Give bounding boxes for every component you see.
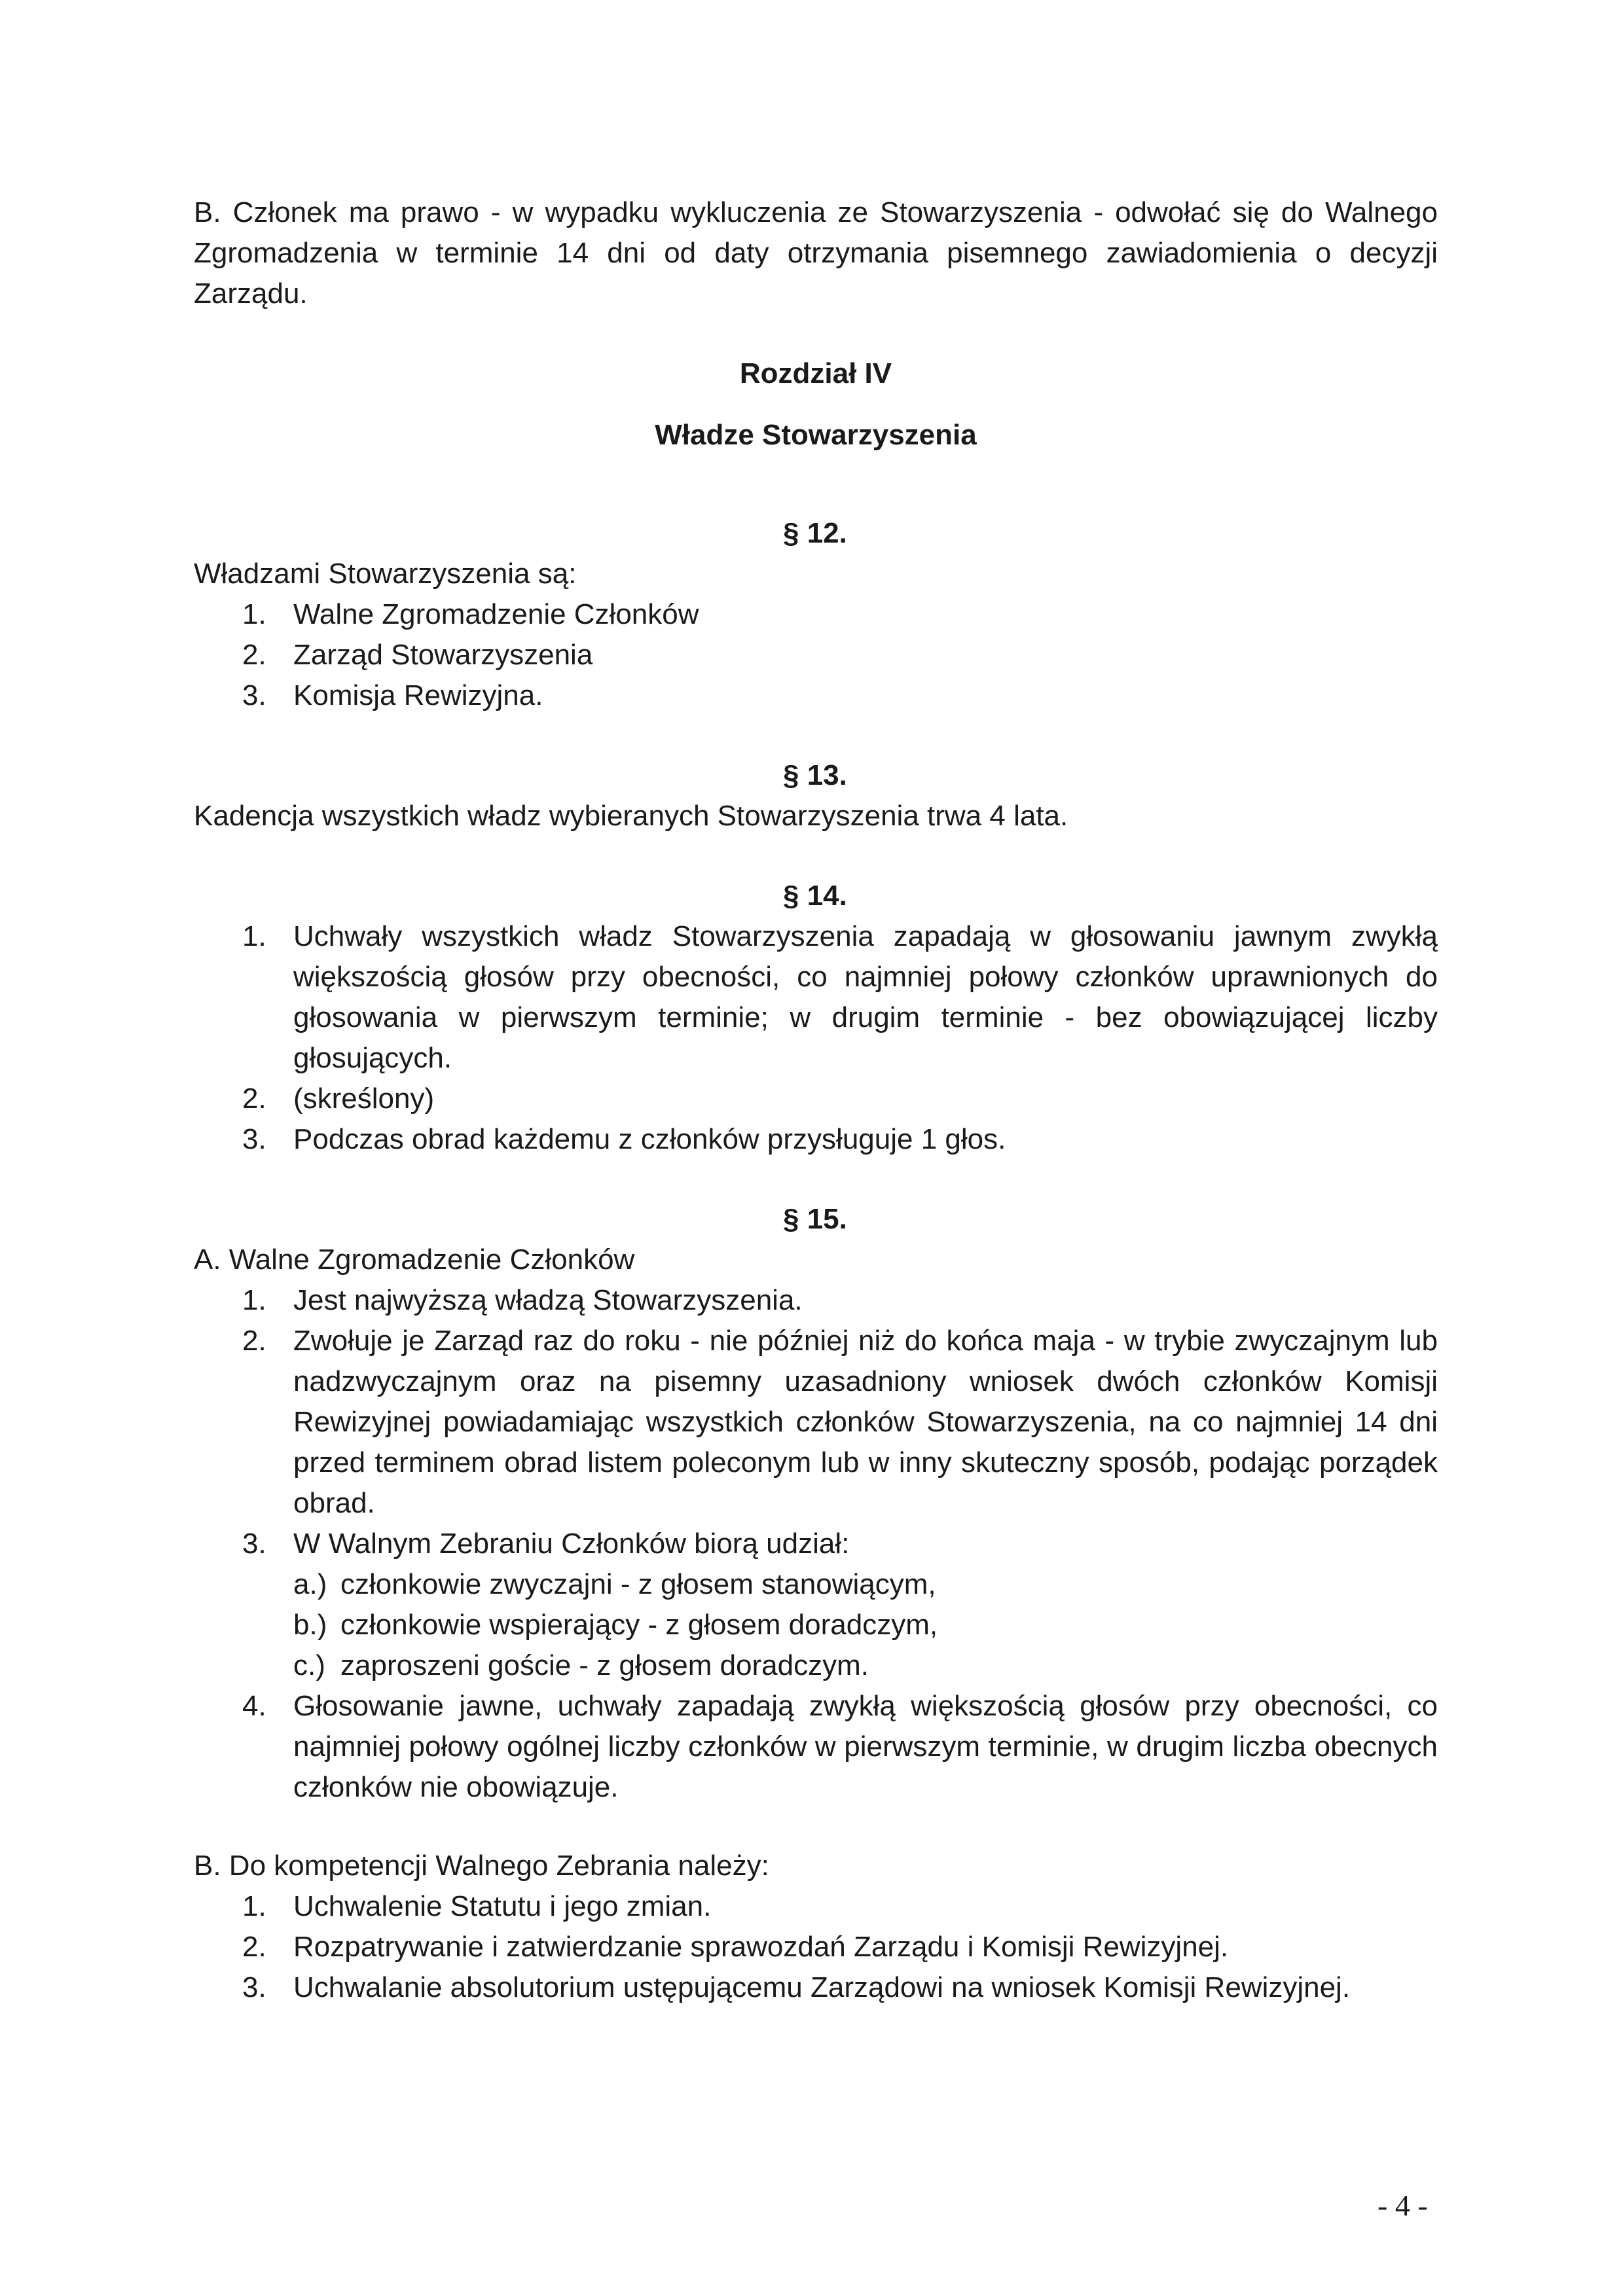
sub-list-item-letter: c.) <box>293 1649 325 1681</box>
chapter-number: Rozdział IV <box>739 357 892 389</box>
list-item-number: 2. <box>242 1325 266 1357</box>
sub-list-item-text: zaproszeni goście - z głosem doradczym. <box>340 1649 869 1681</box>
list-item-text: Zwołuje je Zarząd raz do roku - nie później niż do końca maja - w trybie zwyczajnym lub nadzwyczajnym oraz na pisemny uzasadniony wniosek dwóch członków Komisji Rewizyjnej powiadamiając wszystkich członków Stowarzyszenia, na co najmniej 14 dni przed terminem obrad listem poleconym lub w inny skuteczny sposób, podając porządek obrad. <box>293 1325 1438 1519</box>
section-12-heading: § 12. <box>783 517 847 549</box>
sub-list-item-text: członkowie wspierający - z głosem doradczym, <box>340 1609 938 1641</box>
list-item-text: Uchwalenie Statutu i jego zmian. <box>293 1890 712 1922</box>
sub-list-item-text: członkowie zwyczajni - z głosem stanowiącym, <box>340 1568 936 1600</box>
section-15-heading: § 15. <box>783 1203 847 1235</box>
list-item-text: Komisja Rewizyjna. <box>293 679 543 711</box>
section-13-text: Kadencja wszystkich władz wybieranych Stowarzyszenia trwa 4 lata. <box>194 800 1068 832</box>
section-14-heading: § 14. <box>783 880 847 912</box>
list-item-number: 3. <box>242 1971 266 2003</box>
list-item-number: 1. <box>242 598 266 630</box>
list-item-number: 2. <box>242 1083 266 1115</box>
list-item-text: W Walnym Zebraniu Członków biorą udział: <box>293 1528 850 1560</box>
sub-list-item-letter: a.) <box>293 1568 327 1600</box>
list-item-text: Jest najwyższą władzą Stowarzyszenia. <box>293 1284 803 1316</box>
list-item-text: Głosowanie jawne, uchwały zapadają zwykłą większością głosów przy obecności, co najmniej połowy ogólnej liczby członków w pierwszym terminie, w drugim liczba obecnych członków nie obowiązuje. <box>293 1690 1438 1803</box>
section-15-a-title: A. Walne Zgromadzenie Członków <box>194 1244 635 1276</box>
list-item-number: 3. <box>242 1528 266 1560</box>
list-item-text: Walne Zgromadzenie Członków <box>293 598 699 630</box>
list-item-number: 1. <box>242 920 266 952</box>
page-number: - 4 - <box>1377 2189 1428 2222</box>
intro-paragraph: B. Członek ma prawo - w wypadku wykluczenia ze Stowarzyszenia - odwołać się do Walnego Zgromadzenia w terminie 14 dni od daty otrzymania pisemnego zawiadomienia o decyzji Zarządu. <box>194 196 1438 310</box>
list-item-text: Uchwały wszystkich władz Stowarzyszenia zapadają w głosowaniu jawnym zwykłą większością głosów przy obecności, co najmniej połowy członków uprawnionych do głosowania w pierwszym terminie; w drugim terminie - bez obowiązującej liczby głosujących. <box>293 920 1438 1074</box>
section-12-lead: Władzami Stowarzyszenia są: <box>194 558 577 590</box>
list-item-number: 2. <box>242 1931 266 1963</box>
list-item-text: Podczas obrad każdemu z członków przysługuje 1 głos. <box>293 1123 1006 1155</box>
list-item-number: 1. <box>242 1284 266 1316</box>
list-item-number: 3. <box>242 679 266 711</box>
list-item-number: 4. <box>242 1690 266 1722</box>
sub-list-item-letter: b.) <box>293 1609 327 1641</box>
list-item-text: (skreślony) <box>293 1083 435 1115</box>
section-13-heading: § 13. <box>783 759 847 791</box>
list-item-number: 3. <box>242 1123 266 1155</box>
list-item-text: Zarząd Stowarzyszenia <box>293 639 593 671</box>
chapter-title: Władze Stowarzyszenia <box>655 419 977 451</box>
section-15-b-title: B. Do kompetencji Walnego Zebrania należy: <box>194 1850 769 1882</box>
list-item-text: Rozpatrywanie i zatwierdzanie sprawozdań Zarządu i Komisji Rewizyjnej. <box>293 1931 1229 1963</box>
list-item-number: 2. <box>242 639 266 671</box>
list-item-number: 1. <box>242 1890 266 1922</box>
list-item-text: Uchwalanie absolutorium ustępującemu Zarządowi na wniosek Komisji Rewizyjnej. <box>293 1971 1351 2003</box>
